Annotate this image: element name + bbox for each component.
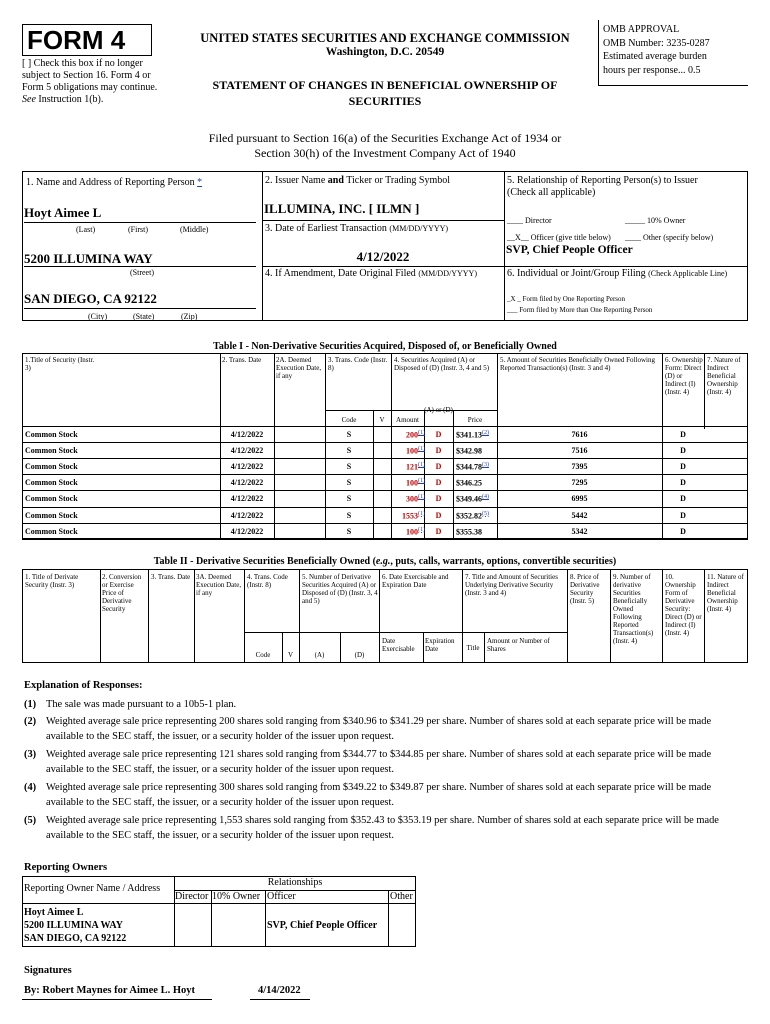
- t1-col1: 1.Title of Security (Instr. 3): [25, 356, 95, 373]
- t1-col7: 7. Nature of Indirect Beneficial Ownership (Instr. 4): [707, 356, 741, 397]
- amount: 100: [406, 527, 418, 537]
- t1-col4: 4. Securities Acquired (A) or Disposed of (D) (Instr. 3, 4 and 5): [394, 356, 490, 373]
- explanation-text: Weighted average sale price representing 1,553 shares sold ranging from $352.43 to $353.19 per share. Number of shares sold at each separate price will be made available to the SEC staff, the issuer, or a security holder of the issuer upon request.: [46, 815, 719, 841]
- amount: 100: [406, 478, 418, 488]
- price-cell: [456, 478, 482, 488]
- t2-c9: 9. Number of derivative Securities Beneficially Owned Following Reported Transaction(s) (Instr. 4): [613, 573, 654, 646]
- t2-sub-d: (D): [354, 651, 365, 659]
- price-cell: [456, 430, 489, 440]
- price-footnote-link[interactable]: (2): [482, 430, 489, 436]
- ownership-form: D: [680, 478, 686, 488]
- table1-row: [22, 524, 748, 540]
- acquired-disposed: D: [435, 526, 442, 536]
- amount: 200: [406, 430, 418, 440]
- price-cell: [456, 527, 482, 537]
- box6-label: 6. Individual or Joint/Group Filing (Check Applicable Line): [507, 268, 728, 279]
- issuer-name: ILLUMINA, INC. [ ILMN ]: [264, 201, 420, 216]
- t2-c6: 6. Date Exercisable and Expiration Date: [382, 573, 449, 590]
- price: $355.38: [456, 527, 482, 537]
- t2-sub-v: V: [287, 651, 294, 659]
- filed-by-one: _X _ Form filed by One Reporting Person: [507, 295, 626, 303]
- box5-label: 5. Relationship of Reporting Person(s) to Issuer (Check all applicable): [507, 175, 698, 198]
- omb-number: OMB Number: 3235-0287: [603, 37, 710, 49]
- acquired-disposed: D: [435, 510, 442, 520]
- reporting-street: 5200 ILLUMINA WAY: [24, 251, 153, 266]
- explanation-number: (2): [24, 716, 37, 727]
- ownership-form: D: [680, 446, 686, 456]
- box3-label: 3. Date of Earliest Transaction (MM/DD/YYYY): [265, 223, 449, 234]
- table1-row: [22, 491, 748, 507]
- amount-footnote-link[interactable]: (1): [418, 462, 425, 469]
- price: $346.25: [456, 478, 482, 488]
- security-title: Common Stock: [25, 510, 78, 520]
- security-title: Common Stock: [25, 478, 78, 488]
- owners-col-rel: Relationships: [267, 877, 323, 888]
- ownership-form: D: [680, 510, 686, 520]
- t2-c3a: 3A. Deemed Execution Date, if any: [196, 573, 242, 598]
- trans-date: 4/12/2022: [230, 430, 264, 439]
- trans-date: 4/12/2022: [230, 446, 264, 456]
- trans-code: S: [346, 430, 352, 439]
- amount-cell: [395, 527, 425, 537]
- label-first: (First): [128, 225, 148, 234]
- t2-c7: 7. Title and Amount of Securities Underlying Derivative Security (Instr. 3 and 4): [465, 573, 558, 598]
- label-zip: (Zip): [181, 312, 198, 321]
- table1-row: [22, 459, 748, 475]
- price: $349.46: [456, 495, 482, 505]
- label-middle: (Middle): [180, 225, 209, 234]
- owner-officer-title: SVP, Chief People Officer: [267, 920, 378, 931]
- t2-sub-a: (A): [314, 651, 325, 659]
- price-footnote-link[interactable]: (4): [482, 494, 489, 501]
- ownership-form: D: [680, 526, 686, 536]
- label-street: (Street): [130, 268, 154, 277]
- amount-owned: 6995: [571, 494, 588, 504]
- label-city: (City): [88, 312, 108, 321]
- acquired-disposed: D: [435, 430, 442, 439]
- ownership-form: D: [680, 430, 686, 439]
- t1-col3: 3. Trans. Code (Instr. 8): [328, 356, 388, 373]
- amount-owned: 7295: [571, 478, 588, 488]
- t1-sub-amount: Amount: [396, 416, 419, 424]
- label-state: (State): [133, 312, 155, 321]
- omb-hours: hours per response... 0.5: [603, 64, 701, 76]
- trans-date: 4/12/2022: [230, 510, 264, 520]
- explanation-item: [24, 780, 748, 810]
- table1-row: [22, 508, 748, 524]
- security-title: Common Stock: [25, 494, 78, 504]
- omb-title: OMB APPROVAL: [603, 24, 680, 35]
- amount-cell: [395, 494, 425, 504]
- amount-cell: [395, 478, 425, 488]
- box1-label: 1. Name and Address of Reporting Person *: [26, 177, 203, 188]
- checkbox-see: See: [22, 94, 36, 105]
- box2-label: 2. Issuer Name and Ticker or Trading Symbol: [265, 175, 451, 186]
- amount-owned: 5442: [571, 510, 588, 520]
- owners-heading: Reporting Owners: [24, 862, 108, 873]
- t2-c10: 10. Ownership Form of Derivative Security: Direct (D) or Indirect (I) (Instr. 4): [665, 573, 702, 638]
- amount: 300: [406, 495, 418, 505]
- t1-sub-aord: (A) or (D): [424, 406, 453, 414]
- explanation-number: (5): [24, 815, 37, 826]
- security-title: Common Stock: [25, 526, 78, 536]
- rel-ten-owner: _____ 10% Owner: [625, 216, 686, 225]
- t1-col5: 5. Amount of Securities Beneficially Owned Following Reported Transaction(s) (Instr. 3 and 4): [500, 356, 655, 373]
- officer-title: SVP, Chief People Officer: [506, 244, 633, 256]
- trans-code: S: [346, 462, 352, 472]
- price-cell: [456, 511, 489, 521]
- rel-officer: __X__ Officer (give title below): [507, 233, 611, 242]
- price: $341.13: [456, 430, 482, 440]
- price-cell: [456, 462, 489, 472]
- earliest-transaction-date: 4/12/2022: [356, 249, 410, 264]
- explanation-text: Weighted average sale price representing 300 shares sold ranging from $349.22 to $349.87 per share. Number of shares sold at each separate price will be made available to the SEC staff, the issuer, or a security holder of the issuer upon request.: [46, 782, 712, 808]
- owners-col-other: Other: [390, 891, 413, 902]
- amount-cell: [395, 430, 425, 440]
- amount-cell: [395, 462, 425, 472]
- explanation-item: [24, 714, 748, 744]
- trans-code: S: [346, 478, 352, 488]
- t1-sub-price: Price: [467, 416, 483, 424]
- label-last: (Last): [76, 225, 96, 234]
- explanations-heading: Explanation of Responses:: [24, 680, 143, 691]
- form-title: FORM 4: [27, 25, 126, 55]
- security-title: Common Stock: [25, 446, 78, 456]
- filed-pursuant-line1: Filed pursuant to Section 16(a) of the Securities Exchange Act of 1934 or: [208, 131, 562, 145]
- amount-footnote-link[interactable]: (1): [418, 510, 425, 517]
- owners-col-director: Director: [175, 891, 209, 902]
- filed-pursuant-line2: Section 30(h) of the Investment Company Act of 1940: [254, 146, 516, 160]
- signature-by: By: Robert Maynes for Aimee L. Hoyt: [24, 985, 195, 996]
- t2-c5: 5. Number of Derivative Securities Acquired (A) or Disposed of (D) (Instr. 3, 4 and 5): [302, 573, 378, 606]
- amount-footnote-link[interactable]: (1): [418, 478, 425, 485]
- t2-sub-exp: Expiration Date: [425, 637, 455, 654]
- amount-footnote-link[interactable]: (1): [418, 526, 425, 533]
- table1-title: Table I - Non-Derivative Securities Acquired, Disposed of, or Beneficially Owned: [213, 341, 557, 352]
- trans-date: 4/12/2022: [230, 494, 264, 504]
- omb-approval-box: [598, 20, 748, 86]
- table1-row: [22, 427, 748, 443]
- filed-by-more: ___ Form filed by More than One Reporting Person: [507, 306, 653, 314]
- amount-owned: 7516: [571, 446, 588, 456]
- table2-title: Table II - Derivative Securities Beneficially Owned (e.g., puts, calls, warrants, options, convertible securities): [153, 556, 617, 567]
- t2-c2: 2. Conversion or Exercise Price of Derivative Security: [102, 573, 142, 614]
- acquired-disposed: D: [435, 494, 442, 504]
- reporting-person-name: Hoyt Aimee L: [24, 205, 102, 220]
- explanation-item: [24, 813, 748, 843]
- price: $352.82: [456, 511, 482, 521]
- t1-col6: 6. Ownership Form: Direct (D) or Indirect (I) (Instr. 4): [665, 356, 703, 397]
- signatures-heading: Signatures: [24, 965, 72, 976]
- trans-date: 4/12/2022: [230, 526, 264, 536]
- price-cell: [456, 494, 489, 504]
- explanation-text: Weighted average sale price representing 121 shares sold ranging from $344.77 to $344.85 per share. Number of shares sold at each separate price will be made available to the SEC staff, the issuer, or a security holder of the issuer upon request.: [46, 749, 712, 775]
- t1-sub-v: V: [379, 416, 385, 424]
- agency-city: Washington, D.C. 20549: [325, 46, 445, 58]
- acquired-disposed: D: [435, 446, 442, 456]
- acquired-disposed: D: [435, 478, 442, 488]
- amount-footnote-link[interactable]: (1): [418, 494, 425, 501]
- price: $344.78: [456, 462, 482, 472]
- omb-burden: Estimated average burden: [603, 51, 707, 62]
- rel-other: ____ Other (specify below): [625, 233, 714, 242]
- explanation-item: [24, 747, 748, 777]
- security-title: Common Stock: [25, 430, 78, 439]
- section16-checkbox-note: [22, 58, 172, 106]
- trans-code: S: [346, 526, 352, 536]
- owner-street: 5200 ILLUMINA WAY: [24, 920, 123, 931]
- acquired-disposed: D: [435, 462, 442, 472]
- explanation-text: Weighted average sale price representing 200 shares sold ranging from $340.96 to $341.29 per share. Number of shares sold at each separate price will be made available to the SEC staff, the issuer, or a security holder of the issuer upon request.: [46, 716, 712, 742]
- t2-sub-date-ex: Date Exercisable: [382, 637, 415, 654]
- t2-c3: 3. Trans. Date: [151, 573, 191, 581]
- price-footnote-link[interactable]: (3): [482, 462, 489, 469]
- price-cell: [456, 446, 482, 456]
- amount-cell: [395, 511, 425, 521]
- amount-cell: [395, 446, 425, 456]
- box1-footnote-link[interactable]: *: [197, 177, 203, 188]
- explanation-number: (4): [24, 782, 37, 793]
- t2-c4: 4. Trans. Code (Instr. 8): [247, 573, 288, 590]
- explanation-number: (3): [24, 749, 37, 760]
- t2-sub-title: Title: [466, 644, 480, 652]
- t2-c1: 1. Title of Derivate Security (Instr. 3): [25, 573, 79, 590]
- t1-sub-code: Code: [341, 416, 357, 424]
- owners-col-officer: Officer: [267, 891, 296, 902]
- explanation-text: The sale was made pursuant to a 10b5-1 plan.: [46, 699, 237, 710]
- trans-code: S: [346, 510, 352, 520]
- security-title: Common Stock: [25, 462, 78, 472]
- signature-date: 4/14/2022: [258, 985, 301, 996]
- trans-code: S: [346, 446, 352, 456]
- ownership-form: D: [680, 494, 686, 504]
- t2-sub-code: Code: [255, 651, 271, 659]
- owners-col-ten: 10% Owner: [212, 891, 261, 902]
- statement-title: STATEMENT OF CHANGES IN BENEFICIAL OWNERSHIP OF SECURITIES: [212, 78, 558, 108]
- amount: 121: [406, 462, 418, 472]
- amount-owned: 5342: [571, 526, 588, 536]
- reporting-city-line: SAN DIEGO, CA 92122: [24, 291, 157, 306]
- explanation-item: [24, 697, 748, 712]
- table1-row: [22, 443, 748, 459]
- box4-label: 4. If Amendment, Date Original Filed (MM/DD/YYYY): [265, 268, 477, 279]
- price-footnote-link[interactable]: (5): [482, 510, 489, 517]
- ownership-form: D: [680, 462, 686, 472]
- trans-date: 4/12/2022: [230, 462, 264, 472]
- t2-c11: 11. Nature of Indirect Beneficial Ownership (Instr. 4): [707, 573, 744, 614]
- owner-name: Hoyt Aimee L: [24, 907, 84, 918]
- form-title-box: [22, 24, 152, 56]
- trans-code: S: [346, 494, 352, 504]
- price: $342.98: [456, 446, 482, 456]
- t2-c8: 8. Price of Derivative Security (Instr. 5): [570, 573, 600, 606]
- amount: 100: [406, 446, 418, 456]
- checkbox-instr: Instruction 1(b).: [38, 94, 104, 105]
- amount-footnote-link[interactable]: (1): [418, 446, 425, 453]
- t1-col2: 2. Trans. Date: [222, 356, 262, 364]
- agency-name: UNITED STATES SECURITIES AND EXCHANGE COMMISSION: [200, 31, 570, 45]
- amount-owned: 7395: [571, 462, 588, 472]
- trans-date: 4/12/2022: [230, 478, 264, 488]
- rel-director: ____ Director: [507, 216, 552, 225]
- t2-sub-amt: Amount or Number of Shares: [487, 637, 550, 654]
- t1-col2a: 2A. Deemed Execution Date, if any: [276, 356, 322, 381]
- checkbox-text: [ ] Check this box if no longer subject to Section 16. Form 4 or Form 5 obligations may continue.: [22, 58, 158, 93]
- amount: 1553: [402, 511, 418, 521]
- explanation-number: (1): [24, 699, 37, 710]
- amount-owned: 7616: [571, 430, 588, 439]
- owner-city: SAN DIEGO, CA 92122: [24, 933, 127, 944]
- owners-col-name: Reporting Owner Name / Address: [24, 883, 161, 894]
- amount-footnote-link[interactable]: (1): [418, 430, 425, 436]
- table1-row: [22, 475, 748, 491]
